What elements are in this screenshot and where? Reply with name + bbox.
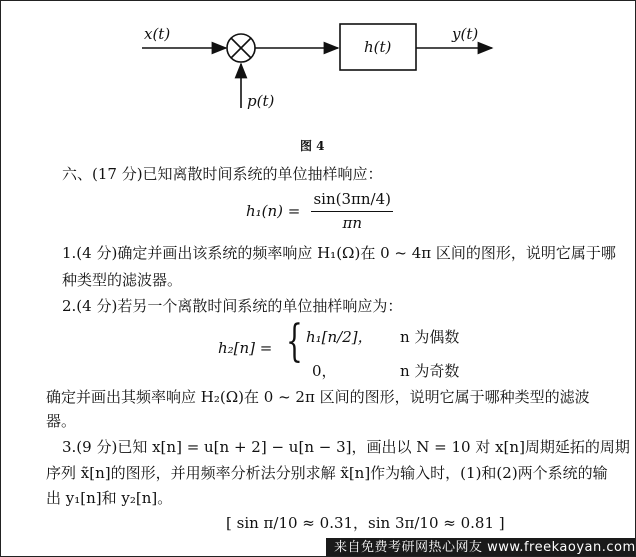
footer-watermark-text: 来自免费考研网热心网友 www.freekaoyan.com [334,540,636,555]
h2-case1-condition: n 为偶数 [400,328,460,346]
system-block-diagram [0,0,636,150]
multiplier-icon [227,34,255,62]
input-label: x(t) [144,25,171,43]
part2-line1: 2.(4 分)若另一个离散时间系统的单位抽样响应为： [62,297,403,315]
h2-case2: 0， [312,362,337,380]
figure-caption: 图 4 [300,139,325,153]
h2-lhs: h₂[n] = [218,339,273,357]
h1-formula [246,192,393,231]
part2-line2: 确定并画出其频率响应 H₂(Ω)在 0 ~ 2π 区间的图形，说明它属于哪种类型的滤波 [46,388,590,406]
part3-line3: 出 y₁[n]和 y₂[n]。 [46,489,173,507]
part1-line1: 1.(4 分)确定并画出该系统的频率响应 H₁(Ω)在 0 ~ 4π 区间的图形，说明它属于哪 [62,244,616,262]
carrier-label: p(t) [247,92,275,110]
h1-numerator: sin(3πn/4) [311,192,393,212]
h1-fraction [311,192,393,231]
output-label: y(t) [452,25,479,43]
system-label: h(t) [364,38,392,56]
question-intro: 六、(17 分)已知离散时间系统的单位抽样响应： [62,165,383,183]
part1-line2: 种类型的滤波器。 [62,271,183,289]
h2-case1: h₁[n/2]， [306,328,373,346]
part2-line3: 器。 [46,412,77,430]
h2-case2-condition: n 为奇数 [400,362,460,380]
h1-lhs: h₁(n) = [246,202,301,220]
h2-cases-brace: { [286,316,303,367]
part3-line1: 3.(9 分)已知 x[n] = u[n + 2] − u[n − 3]，画出以 N = 10 对 x[n]周期延拓的周期 [62,438,630,456]
hint-values: [ sin π/10 ≈ 0.31，sin 3π/10 ≈ 0.81 ] [226,514,505,532]
part3-line2: 序列 x̃[n]的图形，并用频率分析法分别求解 x̃[n]作为输入时，(1)和(2)两个系统的输 [46,464,608,482]
h1-denominator: πn [342,214,362,232]
